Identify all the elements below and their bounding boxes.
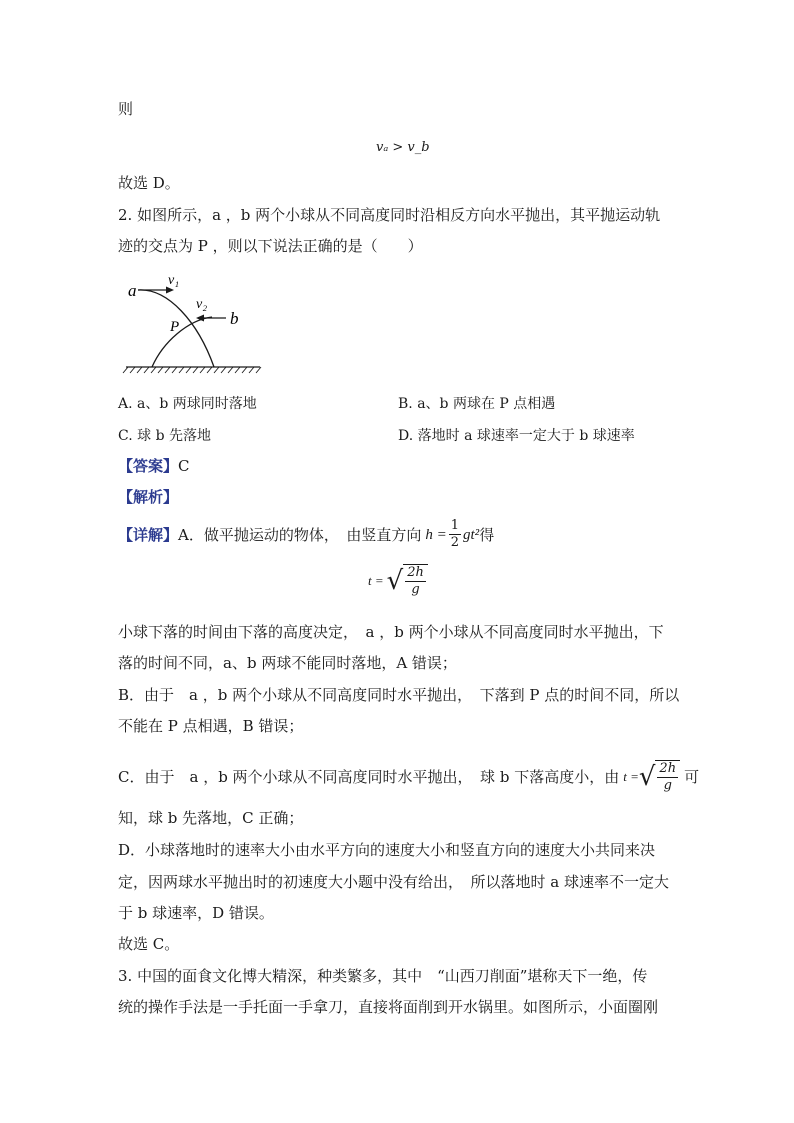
option-d: D. 落地时 a 球速率一定大于 b 球速率 [398,428,635,444]
detail-label: 【详解】 [118,525,179,544]
line-b1: B．由于 a ，b 两个小球从不同高度同时水平抛出， 下落到 P 点的时间不同，所以 [118,686,680,704]
label-P: P [170,319,180,335]
q2-stem-line1: 2. 如图所示，a ，b 两个小球从不同高度同时沿相反方向水平抛出，其平抛运动轨 [118,206,661,224]
q3-line2: 统的操作手法是一手托面一手拿刀，直接将面削到开水锅里。如图所示，小面圈刚 [118,998,659,1016]
detail-intro-text: A．做平抛运动的物体， 由竖直方向 [178,525,422,544]
line-d2: 定，因两球水平抛出时的初速度大小题中没有给出， 所以落地时 a 球速率不一定大 [118,873,669,891]
formula-h-lhs: h = [425,526,447,543]
answer-value: C [178,457,190,475]
answer-label: 【答案】 [118,457,179,475]
ground-hatch [123,367,261,373]
line-a1: 小球下落的时间由下落的高度决定， a ，b 两个小球从不同高度同时水平抛出，下 [118,623,664,641]
line-c2: 知，球 b 先落地，C 正确； [118,809,304,827]
option-b: B. a、b 两球在 P 点相遇 [398,396,556,412]
q2-stem-line2: 迹的交点为 P ，则以下说法正确的是（ ） [118,237,423,255]
text-ze: 则 [118,100,134,118]
line-b2: 不能在 P 点相遇，B 错误； [118,717,304,735]
line-c1: C．由于 a ，b 两个小球从不同高度同时水平抛出， 球 b 下落高度小，由 t = √ $\frac{2h}{g}$ 可 [118,761,700,793]
formula-t-inline-lhs: t = [623,769,639,784]
line-d3: 于 b 球速率，D 错误。 [118,904,274,922]
formula-t-sqrt: t = √ $\frac{2h}{g}$ [368,564,428,598]
detail-intro-line [118,518,494,551]
option-a: A. a、b 两球同时落地 [118,396,257,412]
conclusion-prev: 故选 D。 [118,174,180,192]
q2-conclusion: 故选 C。 [118,935,180,953]
label-b: b [230,309,239,328]
q3-line1: 3. 中国的面食文化博大精深，种类繁多，其中 “山西刀削面”堪称天下一绝，传 [118,967,648,985]
line-a2: 落的时间不同，a、b 两球不能同时落地，A 错误； [118,654,457,672]
line-d1: D．小球落地时的速率大小由水平方向的速度大小和竖直方向的速度大小共同来决 [118,841,656,859]
analysis-label: 【解析】 [118,488,179,506]
label-a: a [128,281,137,300]
formula-t-inline: √ $\frac{2h}{g}$ [639,760,680,794]
formula-de: 得 [479,525,495,544]
q2-figure [118,262,268,380]
label-v1: v₁ [168,273,180,288]
label-v2: v₂ [196,297,208,312]
formula-va-gt-vb: vₐ > v_b [376,140,430,155]
formula-h-rhs: gt² [463,526,480,543]
answer-line [118,455,190,477]
formula-half: $\frac{1}{2}$ [450,518,460,550]
option-c: C. 球 b 先落地 [118,428,211,444]
